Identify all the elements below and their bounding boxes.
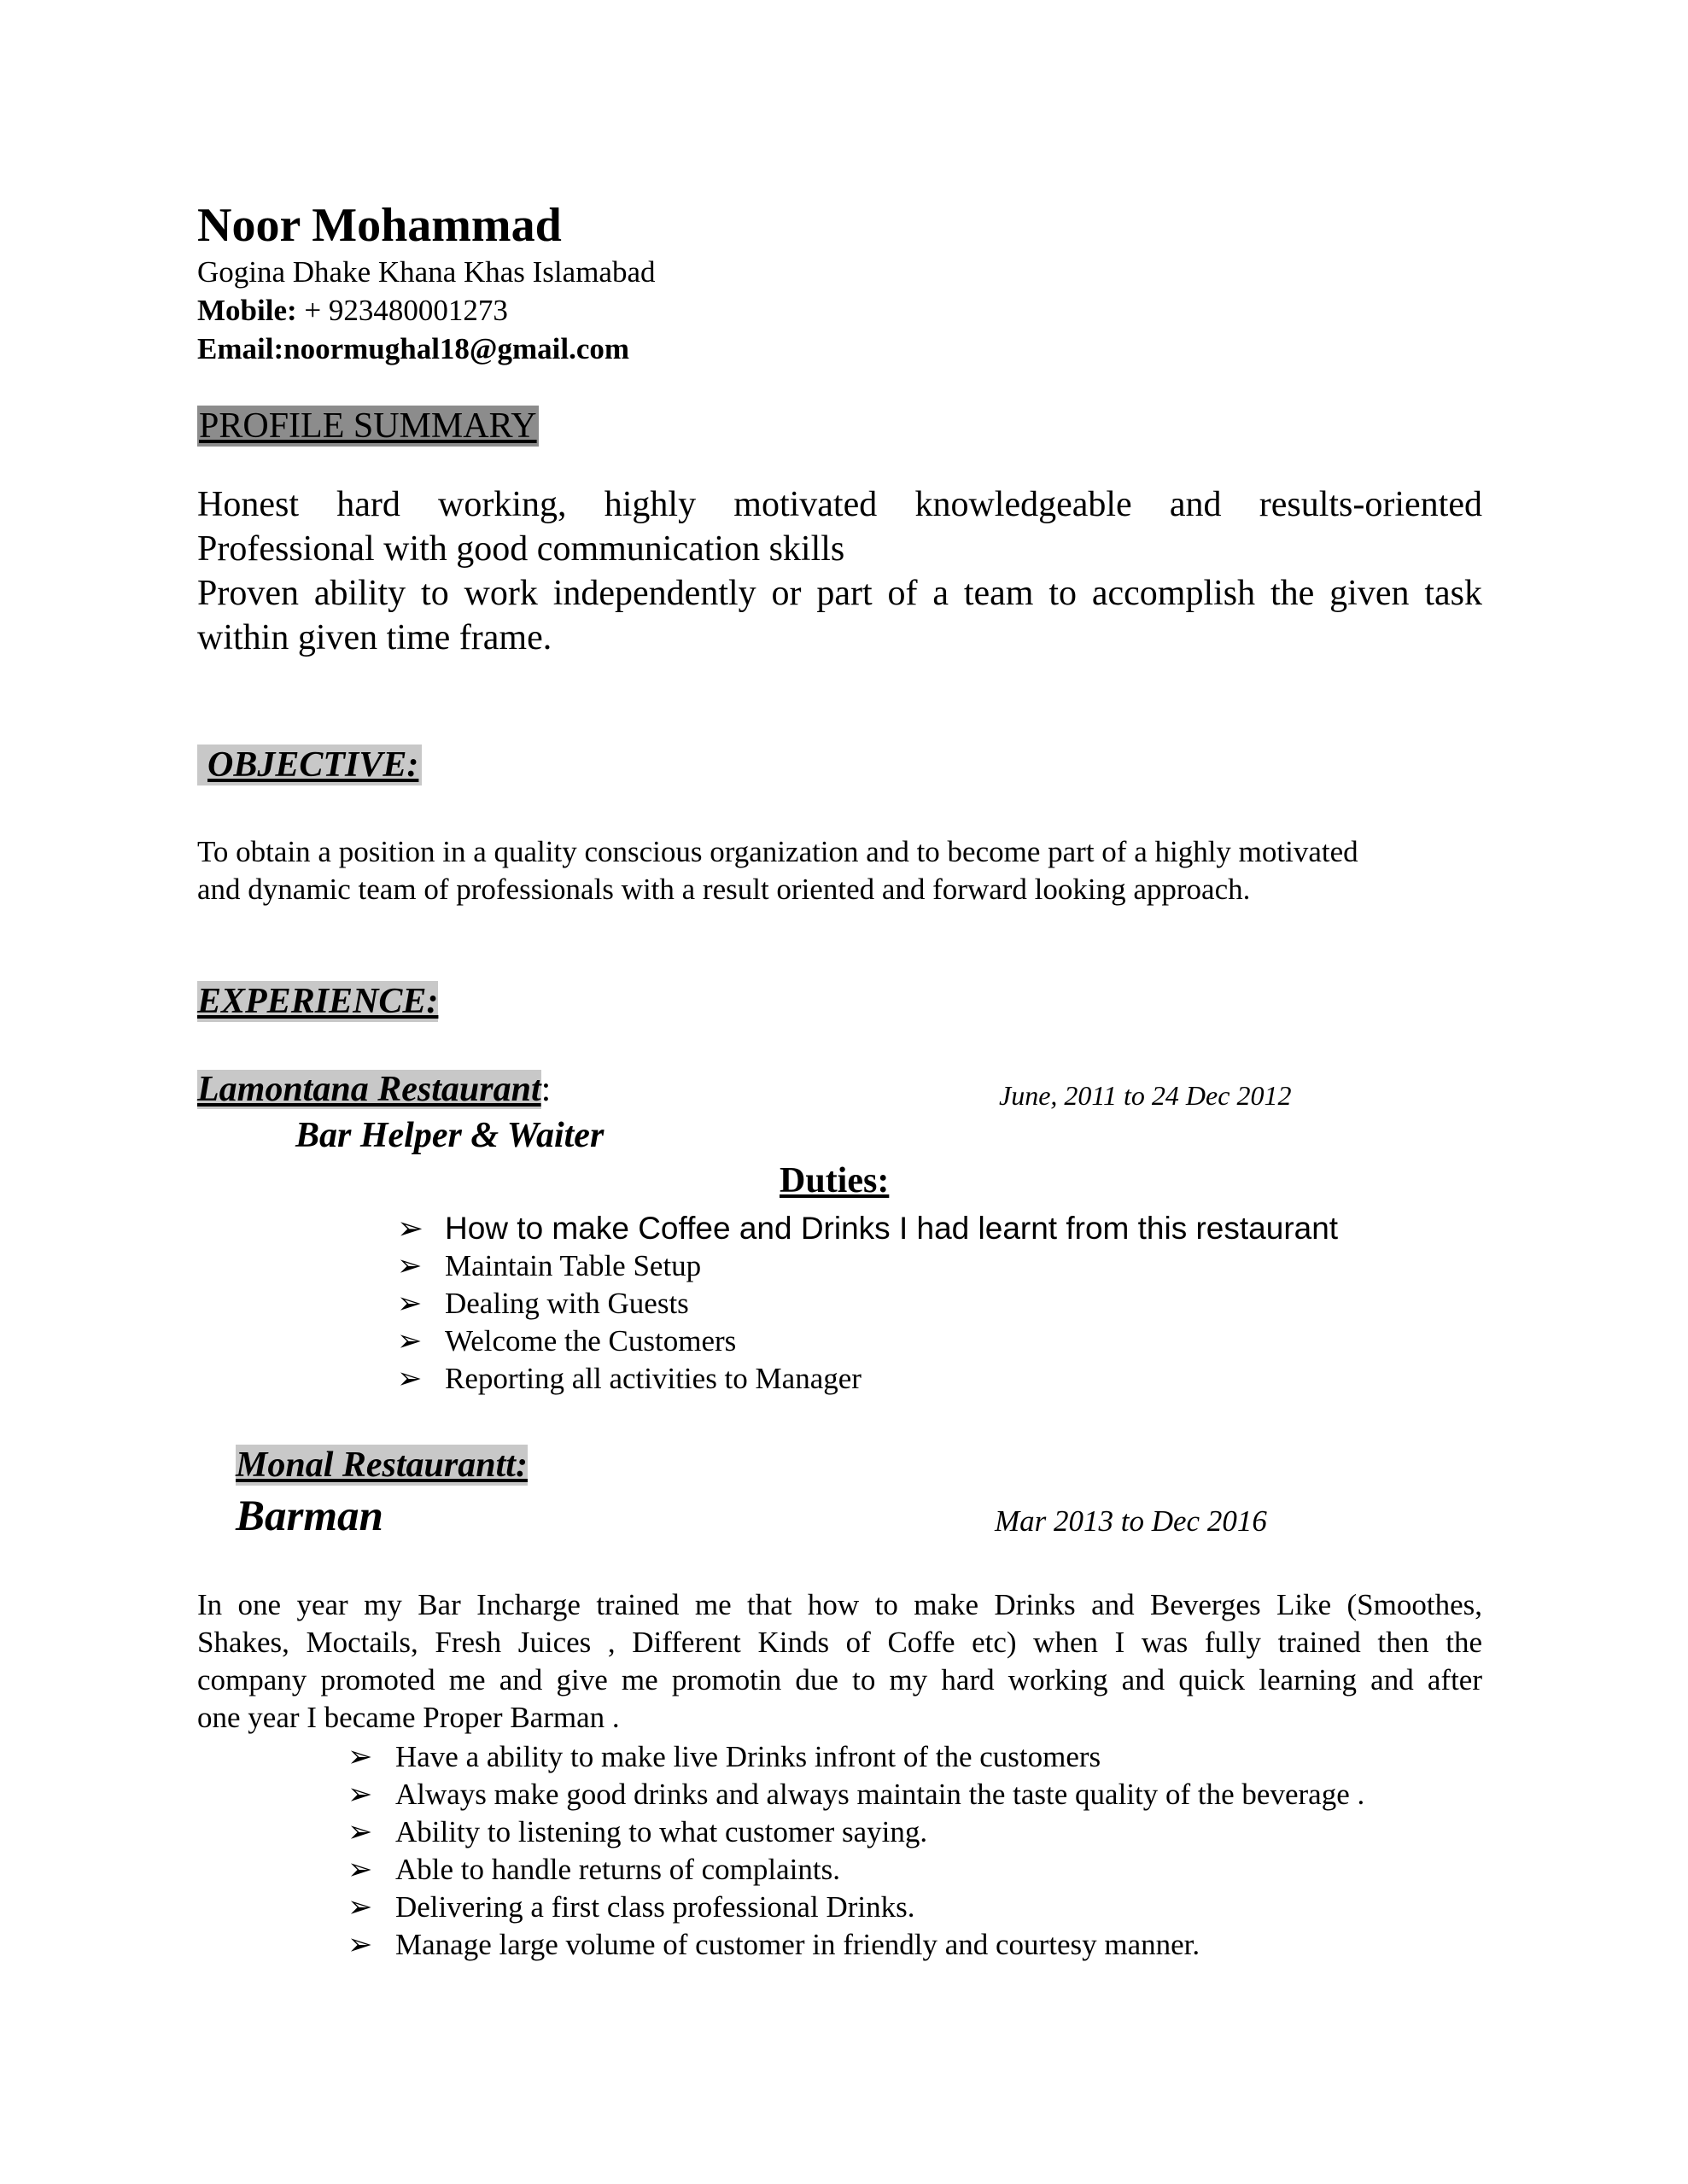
arrow-bullet-icon: ➢ (348, 1815, 373, 1848)
list-item: ➢ Reporting all activities to Manager (397, 1360, 1338, 1398)
arrow-bullet-icon: ➢ (397, 1287, 423, 1320)
arrow-bullet-icon: ➢ (397, 1211, 424, 1246)
arrow-bullet-icon: ➢ (348, 1928, 373, 1961)
list-item: ➢ Welcome the Customers (397, 1323, 1338, 1360)
job2-skills-list (348, 1738, 1364, 1964)
arrow-bullet-icon: ➢ (348, 1853, 373, 1886)
objective-line-1: To obtain a position in a quality conscious organization and to become part of a highly motivated (197, 835, 1358, 868)
list-item: ➢ Able to handle returns of complaints. (348, 1851, 1364, 1889)
arrow-bullet-icon: ➢ (397, 1324, 423, 1358)
job1-company: Lamontana Restaurant (197, 1070, 541, 1109)
job1-dates: June, 2011 to 24 Dec 2012 (999, 1080, 1292, 1111)
job2-description (197, 1586, 1482, 1737)
experience-heading: EXPERIENCE: (197, 982, 439, 1021)
job2-para-line-3: company promoted me and give me promotin due to my hard working and quick learning and after (197, 1663, 1482, 1696)
profile-line-1: Honest hard working, highly motivated knowledgeable and results-oriented (197, 485, 1482, 524)
job2-role: Barman (236, 1492, 383, 1540)
list-item: ➢ Have a ability to make live Drinks infront of the customers (348, 1738, 1364, 1776)
list-item: ➢ Ability to listening to what customer saying. (348, 1813, 1364, 1851)
mobile-value: + 923480001273 (296, 294, 508, 327)
profile-summary-text (197, 482, 1482, 660)
job2-dates: Mar 2013 to Dec 2016 (995, 1504, 1267, 1538)
list-item: ➢ Maintain Table Setup (397, 1247, 1338, 1285)
arrow-bullet-icon: ➢ (348, 1740, 373, 1773)
address: Gogina Dhake Khana Khas Islamabad (197, 255, 656, 289)
list-item: ➢ Dealing with Guests (397, 1285, 1338, 1323)
list-item: ➢ Manage large volume of customer in friendly and courtesy manner. (348, 1926, 1364, 1964)
arrow-bullet-icon: ➢ (397, 1249, 423, 1282)
profile-summary-heading: PROFILE SUMMARY (199, 406, 537, 446)
email: Email:noormughal18@gmail.com (197, 332, 630, 365)
job1-duties-label: Duties: (780, 1161, 890, 1200)
job1-company-line (197, 1069, 551, 1110)
job2-para-line-1: In one year my Bar Incharge trained me that how to make Drinks and Beverges Like (Smoothes, (197, 1588, 1482, 1621)
list-item: ➢ Delivering a first class professional Drinks. (348, 1889, 1364, 1926)
profile-line-2: Professional with good communication skills (197, 529, 845, 569)
list-item: ➢ Always make good drinks and always maintain the taste quality of the beverage . (348, 1776, 1364, 1813)
job2-para-line-4: one year I became Proper Barman . (197, 1701, 620, 1734)
mobile (197, 292, 508, 330)
profile-line-4: within given time frame. (197, 618, 552, 657)
profile-line-3: Proven ability to work independently or part of a team to accomplish the given task (197, 574, 1482, 613)
job1-colon: : (540, 1070, 552, 1109)
objective-line-2: and dynamic team of professionals with a result oriented and forward looking approach. (197, 873, 1251, 906)
job2-para-line-2: Shakes, Moctails, Fresh Juices , Different Kinds of Coffe etc) when I was fully trained then the (197, 1626, 1482, 1659)
arrow-bullet-icon: ➢ (348, 1778, 373, 1811)
list-item: ➢ How to make Coffee and Drinks I had learnt from this restaurant (397, 1211, 1339, 1246)
candidate-name: Noor Mohammad (197, 199, 562, 252)
job1-role: Bar Helper & Waiter (295, 1116, 605, 1155)
mobile-label: Mobile: (197, 294, 297, 327)
arrow-bullet-icon: ➢ (348, 1890, 373, 1924)
objective-text (197, 833, 1482, 908)
job2-company: Monal Restaurantt: (236, 1445, 528, 1485)
arrow-bullet-icon: ➢ (397, 1362, 423, 1395)
job1-duties-list (397, 1210, 1338, 1398)
objective-heading: OBJECTIVE: (197, 745, 422, 785)
